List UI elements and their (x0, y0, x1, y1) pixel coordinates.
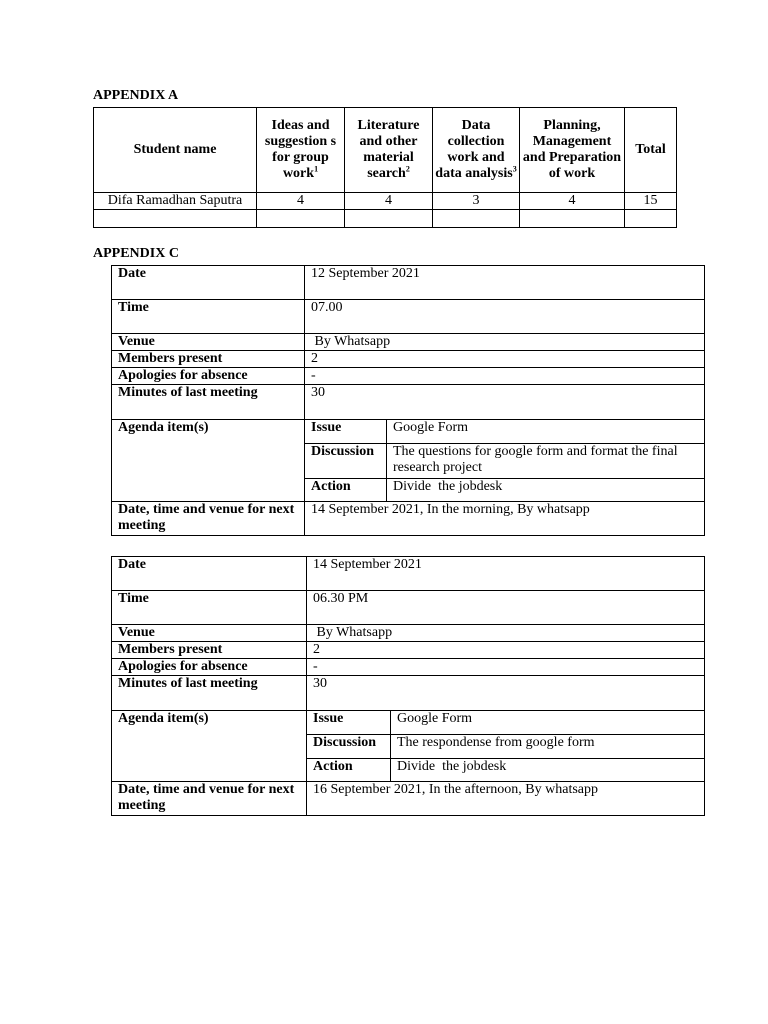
row-venue (112, 334, 705, 351)
value-next-meeting: 16 September 2021, In the afternoon, By whatsapp (307, 782, 705, 816)
empty-cell (433, 210, 520, 228)
value-date: 14 September 2021 (307, 557, 705, 591)
row-minutes (112, 676, 705, 711)
empty-cell (625, 210, 677, 228)
label-discussion: Discussion (307, 735, 391, 759)
label-agenda: Agenda item(s) (112, 711, 307, 782)
value-minutes: 30 (305, 385, 705, 420)
footnote-1: 1 (314, 164, 319, 174)
cell-ideas: 4 (257, 193, 345, 210)
header-planning: Planning, Management and Preparation of work (520, 108, 625, 193)
label-minutes: Minutes of last meeting (112, 385, 305, 420)
value-time: 06.30 PM (307, 591, 705, 625)
value-action: Divide the jobdesk (391, 759, 705, 782)
header-total: Total (625, 108, 677, 193)
label-next-meeting: Date, time and venue for next meeting (112, 502, 305, 536)
label-agenda: Agenda item(s) (112, 420, 305, 502)
header-data-collection: Data collection work and data analysis$^3$ (433, 108, 520, 193)
label-date: Date (112, 557, 307, 591)
value-action: Divide the jobdesk (387, 479, 705, 502)
label-apologies: Apologies for absence (112, 659, 307, 676)
row-members (112, 351, 705, 368)
empty-cell (345, 210, 433, 228)
label-date: Date (112, 266, 305, 300)
label-members: Members present (112, 642, 307, 659)
footnote-2: 2 (405, 164, 410, 174)
label-minutes: Minutes of last meeting (112, 676, 307, 711)
footnote-3: 3 (512, 164, 517, 174)
cell-student-name: Difa Ramadhan Saputra (94, 193, 257, 210)
label-venue: Venue (112, 625, 307, 642)
table-row-empty (94, 210, 677, 228)
header-ideas: Ideas and suggestion s for group work$^1$ (257, 108, 345, 193)
label-issue: Issue (305, 420, 387, 444)
label-action: Action (305, 479, 387, 502)
row-next-meeting (112, 782, 705, 816)
cell-total: 15 (625, 193, 677, 210)
row-next-meeting (112, 502, 705, 536)
empty-cell (94, 210, 257, 228)
row-apologies (112, 368, 705, 385)
value-venue: By Whatsapp (307, 625, 705, 642)
cell-literature: 4 (345, 193, 433, 210)
value-discussion: The respondense from google form (391, 735, 705, 759)
meeting-table-1 (111, 265, 705, 536)
contribution-table (93, 107, 677, 228)
header-literature: Literature and other material search$^2$ (345, 108, 433, 193)
value-discussion: The questions for google form and format the final research project (387, 444, 705, 479)
value-issue: Google Form (391, 711, 705, 735)
empty-cell (520, 210, 625, 228)
label-action: Action (307, 759, 391, 782)
value-date: 12 September 2021 (305, 266, 705, 300)
row-agenda-issue (112, 711, 705, 735)
value-minutes: 30 (307, 676, 705, 711)
label-apologies: Apologies for absence (112, 368, 305, 385)
row-minutes (112, 385, 705, 420)
row-date (112, 266, 705, 300)
value-issue: Google Form (387, 420, 705, 444)
value-apologies: - (307, 659, 705, 676)
table-row (94, 193, 677, 210)
empty-cell (257, 210, 345, 228)
row-time (112, 591, 705, 625)
row-venue (112, 625, 705, 642)
row-date (112, 557, 705, 591)
value-time: 07.00 (305, 300, 705, 334)
label-discussion: Discussion (305, 444, 387, 479)
label-time: Time (112, 300, 305, 334)
header-student-name: Student name (94, 108, 257, 193)
meeting-table-2 (111, 556, 705, 816)
label-members: Members present (112, 351, 305, 368)
label-issue: Issue (307, 711, 391, 735)
appendix-a-heading: APPENDIX A (93, 88, 179, 103)
label-next-meeting: Date, time and venue for next meeting (112, 782, 307, 816)
contribution-header-row (94, 108, 677, 193)
value-members: 2 (305, 351, 705, 368)
cell-data: 3 (433, 193, 520, 210)
row-time (112, 300, 705, 334)
row-apologies (112, 659, 705, 676)
row-agenda-issue (112, 420, 705, 444)
cell-planning: 4 (520, 193, 625, 210)
value-next-meeting: 14 September 2021, In the morning, By whatsapp (305, 502, 705, 536)
label-venue: Venue (112, 334, 305, 351)
row-members (112, 642, 705, 659)
value-venue: By Whatsapp (305, 334, 705, 351)
value-members: 2 (307, 642, 705, 659)
label-time: Time (112, 591, 307, 625)
appendix-c-heading: APPENDIX C (93, 246, 179, 261)
value-apologies: - (305, 368, 705, 385)
